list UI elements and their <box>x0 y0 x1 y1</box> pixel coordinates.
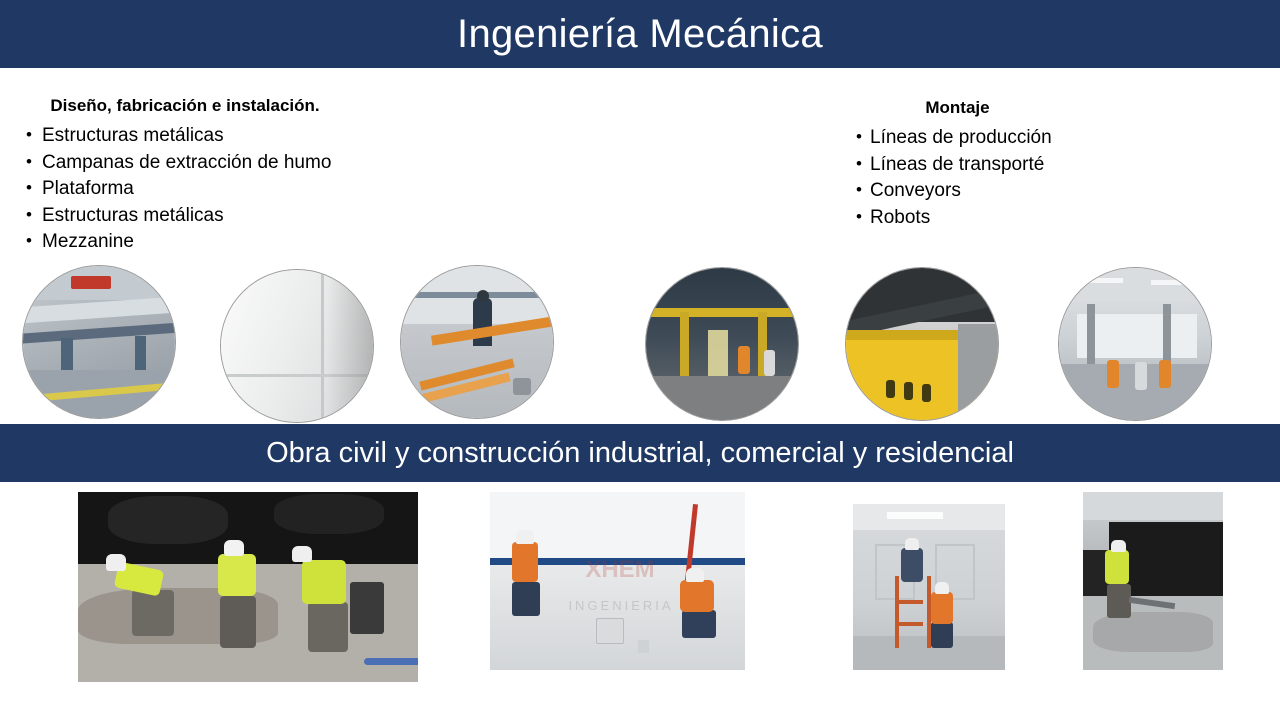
bottom-photo-row <box>0 492 1280 692</box>
left-column-bullet-list <box>20 123 580 256</box>
steel-table-workshop-photo <box>22 265 176 419</box>
list-item: • Plataforma <box>20 176 580 203</box>
circular-photo-strip <box>0 265 1280 420</box>
title-banner <box>0 0 1280 68</box>
text-columns <box>0 76 1280 261</box>
right-column <box>850 98 1230 231</box>
list-item: • Estructuras metálicas <box>20 123 580 150</box>
watermark-subtitle: INGENIERIA <box>568 598 674 613</box>
list-item: • Estructuras metálicas <box>20 203 580 230</box>
industrial-hall-yellow-rails-photo <box>645 267 799 421</box>
white-panel-room-photo <box>220 269 374 423</box>
left-column <box>20 96 580 256</box>
right-column-heading: Montaje <box>925 98 990 117</box>
left-column-heading: Diseño, fabricación e instalación. <box>50 96 320 115</box>
membrane-floor-work-photo <box>1083 492 1223 670</box>
page-title: Ingeniería Mecánica <box>457 12 823 56</box>
list-item: • Líneas de transporté <box>850 152 1230 179</box>
list-item: • Conveyors <box>850 178 1230 205</box>
list-item: • Campanas de extracción de humo <box>20 150 580 177</box>
right-column-bullet-list <box>850 125 1230 231</box>
list-item: • Mezzanine <box>20 229 580 256</box>
worker-orange-beams-photo <box>400 265 554 419</box>
ladder-wall-work-photo <box>853 504 1005 670</box>
watermark-brand: XHEM <box>585 556 655 583</box>
section-banner <box>0 424 1280 482</box>
yellow-conveyor-machine-photo <box>845 267 999 421</box>
slide-bottom-strip <box>0 692 1280 720</box>
epoxy-floor-room-photo <box>490 492 745 670</box>
list-item: • Robots <box>850 205 1230 232</box>
concrete-pour-workers-photo <box>78 492 418 682</box>
list-item: • Líneas de producción <box>850 125 1230 152</box>
section-banner-text: Obra civil y construcción industrial, comercial y residencial <box>266 436 1014 469</box>
warehouse-interior-photo <box>1058 267 1212 421</box>
